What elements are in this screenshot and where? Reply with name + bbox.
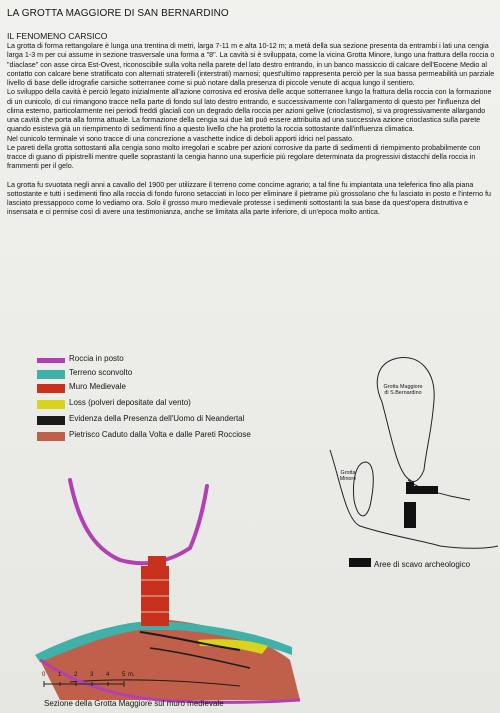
paragraph: La grotta di forma rettangolare è lunga una trentina di metri, larga 7-11 m e alta 10-12 m; a metà della sua sezione presenta da entrambi i lati una cengia larga 1-3 m per cui assume in sezione trasversale una forma a "8". La cavità si è sviluppata, come la vicina Grotta Minore, lungo una frattura della roccia o "diaclase" con asse circa Est-Ovest, riconoscibile sulla volta nella parete del lato destro entrando, in un banco massiccio di calcare dell'Eocene Medio al contatto con calcare bene stratificato con alternati straterelli (interstrati) marnosi; quest'ultimo rappresenta perciò per la sua bassa permeabilità un parziale livello di base delle idrografie carsiche sotterranee come si può notare dalla presenza di piccole venute di acqua lungo il sentiero. <box>7 42 495 87</box>
terrain-outline <box>330 450 498 548</box>
paragraph: Lo sviluppo della cavità è perciò legato inizialmente all'azione corrosiva ed erosiva delle acque sotterranee lungo la frattura della roccia con la formazione di un cunicolo, di cui rimangono tracce nella parte di fondo sul lato destro entrando, e successivamente con l'allargamento di questo per l'influenza del clima esterno, particolarmente nei periodi freddi glaciali con un degrado della roccia per azioni gelive (crioclastismo), si va progressivamente allargando una cavità che porta alla forma attuale. La formazione della cengia sui due lati può essere attribuita ad una successiva azione crioclastica sulla parete quando esisteva già un riempimento di sedimenti fino a questo livello che ha protetto la roccia sottostante dall'influenza climatica. <box>7 88 492 134</box>
rock-outline <box>70 480 207 563</box>
excavation-area <box>406 482 414 494</box>
page-title: LA GROTTA MAGGIORE DI SAN BERNARDINO <box>7 8 229 19</box>
grotta-maggiore-outline <box>377 357 434 481</box>
scale-unit-label: m. <box>128 672 135 678</box>
legend-label: Muro Medievale <box>69 382 126 391</box>
paragraph: Nel cunicolo terminale vi sono tracce di una concrezione a vaschette indice di deboli apporti idrici nel passato. <box>7 134 354 143</box>
excavation-legend-swatch <box>349 558 371 567</box>
medieval-wall-top <box>148 556 166 566</box>
map-label-minore: Grotta Minore <box>339 470 357 482</box>
scale-tick-label: 2 <box>74 672 78 678</box>
figure-caption: Sezione della Grotta Maggiore sul muro medievale <box>44 699 224 708</box>
excavation-legend-label: Aree di scavo archeologico <box>374 560 471 569</box>
scale-tick-label: 5 <box>122 672 126 678</box>
scale-tick-label: 4 <box>106 672 110 678</box>
legend-label: Evidenza della Presenza dell'Uomo di Neandertal <box>69 414 245 423</box>
legend-label: Roccia in posto <box>69 354 124 363</box>
excavation-area <box>404 502 416 528</box>
scale-tick-label: 0 <box>42 672 46 678</box>
scale-tick-label: 1 <box>58 672 62 678</box>
map-label-maggiore: Grotta Maggiore di S.Bernardino <box>383 384 423 396</box>
excavation-area <box>414 486 438 494</box>
paragraph: Le pareti della grotta sottostanti alla cengia sono molto irregolari e scabre per azioni corrosive da parte di sedimenti di riempimento probabilmente con tracce di guano di pipistrelli mentre quelle soprastanti la cengia hanno una superficie più regolare determinata da progressivi distacchi della roccia in frammenti per il gelo. <box>7 143 481 171</box>
legend-label: Loss (polveri depositate dal vento) <box>69 398 191 407</box>
sediment-fill <box>40 620 300 700</box>
paragraph: La grotta fu svuotata negli anni a cavallo del 1900 per utilizzare il terreno come concime agrario; a tal fine fu impiantata una teleferica fino alla piana sottostante e tutti i sedimenti fino alla roccia di fondo furono setacciati in loco per eliminare il pietrame più grossolano che fu lasciato in posto e l'interno fu lasciato pressappoco come lo vediamo ora. Solo il grosso muro medievale protesse i sedimenti sottostanti la sua base da quest'opera distruttiva e insensata e ci permise così di avere una testimonianza, anche se limitata alla parte inferiore, di un'epoca molto antica. <box>7 180 492 217</box>
legend-label: Pietrisco Caduto dalla Volta e dalle Pareti Rocciose <box>69 430 251 439</box>
legend-label: Terreno sconvolto <box>69 368 133 377</box>
scale-tick-label: 3 <box>90 672 94 678</box>
section-title: IL FENOMENO CARSICO <box>7 31 108 41</box>
